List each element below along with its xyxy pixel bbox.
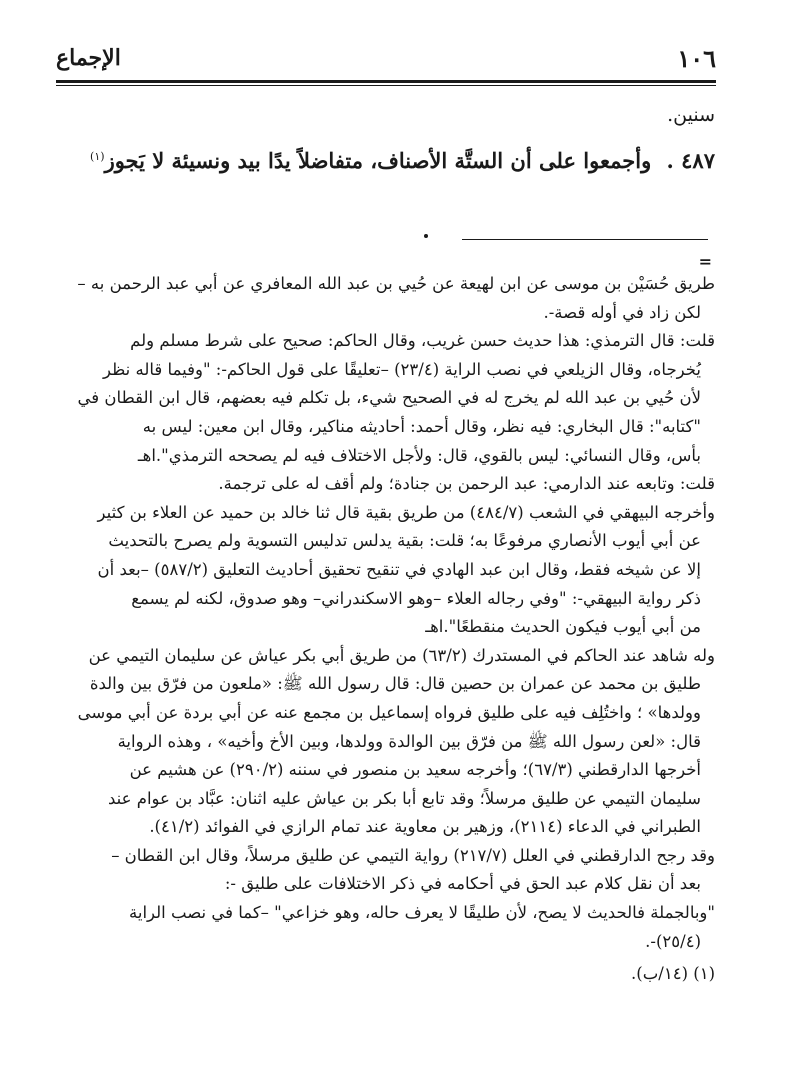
footnote-line: (٢٥/٤)-. bbox=[645, 931, 701, 951]
footnote-line: الطبراني في الدعاء (٢١١٤)، وزهير بن معاوية عند تمام الرازي في الفوائد (٤١/٢). bbox=[149, 817, 701, 837]
running-title: الإجماع bbox=[56, 45, 121, 71]
footnote-line: طليق بن محمد عن عمران بن حصين قال: قال رسول الله ﷺ: «ملعون من فرّق بين والدة bbox=[89, 674, 701, 694]
footnote-line: إلا عن شيخه فقط، وقال ابن عبد الهادي في تنقيح تحقيق أحاديث التعليق (٥٨٧/٢) –بعد أن bbox=[97, 559, 701, 579]
header-rule-thin bbox=[56, 85, 716, 86]
footnote-line: عن أبي أيوب الأنصاري مرفوعًا به؛ قلت: بقية يدلس تدليس التسوية ولم يصرح بالتحديث bbox=[108, 531, 701, 551]
paragraph-text: وأجمعوا على أن الستَّة الأصناف، متفاضلاً يدًا بيد ونسيئة لا يَجوز bbox=[104, 148, 652, 173]
footnote-line: وله شاهد عند الحاكم في المستدرك (٦٣/٢) من طريق أبي بكر عياش عن سليمان التيمي عن bbox=[88, 645, 715, 665]
footnote-line: من أبي أيوب فيكون الحديث منقطعًا".اهـ bbox=[425, 617, 701, 637]
footnote-line: بأس، وقال النسائي: ليس بالقوي، قال: ولأجل الاختلاف فيه لم يصححه الترمذي".اهـ bbox=[137, 445, 701, 465]
footnote-line: ذكر رواية البيهقي-: "وفي رجاله العلاء –وهو الاسكندراني– وهو صدوق، لكنه لم يسمع bbox=[131, 588, 701, 608]
footnote-line: يُخرجاه، وقال الزيلعي في نصب الراية (٢٣/٤) –تعليقًا على قول الحاكم-: "وفيما قاله نظر bbox=[103, 359, 701, 379]
continued-text: سنين. bbox=[667, 104, 715, 126]
footnote-line: لأن حُيي بن عبد الله لم يخرج له في الصحيح شيء، بل تكلم فيه بعضهم، قال ابن القطان في bbox=[77, 388, 701, 408]
footnote-line: وولدها» ؛ واختُلِف فيه على طليق فرواه إسماعيل بن مجمع عنه عن أبي بردة عن أبي موسى bbox=[77, 702, 701, 722]
footnote-1: (١) (١٤/ب). bbox=[631, 964, 715, 984]
footnote-line: أخرجها الدارقطني (٦٧/٣)؛ وأخرجه سعيد بن منصور في سننه (٢٩٠/٢) عن هشيم عن bbox=[129, 760, 701, 780]
footnotes-block bbox=[75, 270, 715, 989]
footnote-line: "كتابه": قال البخاري: فيه نظر، وقال أحمد: أحاديثه مناكير، وقال ابن معين: ليس به bbox=[142, 416, 701, 436]
paragraph-number: ٤٨٧ . bbox=[666, 148, 715, 173]
footnote-line: طريق حُسَيْن بن موسى عن ابن لهيعة عن حُيي بن عبد الله المعافري عن أبي عبد الرحمن به – bbox=[77, 274, 715, 293]
main-paragraph bbox=[75, 140, 715, 178]
footnote-line: "وبالجملة فالحديث لا يصح، لأن طليقًا لا يعرف حاله، وهو خزاعي" –كما في نصب الراية bbox=[129, 903, 715, 923]
footnote-line: بعد أن نقل كلام عبد الحق في أحكامه في ذكر الاختلافات على طليق -: bbox=[224, 874, 701, 894]
footnote-line: قال: «لعن رسول الله ﷺ من فرّق بين الوالدة وولدها، وبين الأخ وأخيه» ، وهذه الرواية bbox=[117, 731, 701, 751]
footnote-line: قلت: قال الترمذي: هذا حديث حسن غريب، وقال الحاكم: صحيح على شرط مسلم ولم bbox=[130, 331, 715, 351]
page-header bbox=[56, 38, 716, 78]
footnote-line: سليمان التيمي عن طليق مرسلاً؛ وقد تابع أبا بكر بن عياش عليه اثنان: عبَّاد بن عوام عند bbox=[108, 788, 701, 808]
footnote-line: قلت: وتابعه عند الدارمي: عبد الرحمن بن جنادة؛ ولم أقف له على ترجمة. bbox=[218, 474, 715, 494]
footnote-rule bbox=[462, 239, 708, 240]
footnote-ref: (١) bbox=[90, 150, 105, 163]
page-number: ١٠٦ bbox=[677, 43, 716, 73]
footnote-line: وقد رجح الدارقطني في العلل (٢١٧/٧) رواية التيمي عن طليق مرسلاً، وقال ابن القطان – bbox=[111, 845, 715, 865]
header-rule bbox=[56, 80, 716, 83]
footnote-line: وأخرجه البيهقي في الشعب (٤٨٤/٧) من طريق بقية قال ثنا خالد بن حميد عن العلاء بن كثير bbox=[97, 502, 715, 522]
footnote-line: لكن زاد في أوله قصة-. bbox=[543, 302, 701, 322]
continuation-mark: = bbox=[698, 252, 712, 271]
ink-dot bbox=[424, 234, 428, 238]
